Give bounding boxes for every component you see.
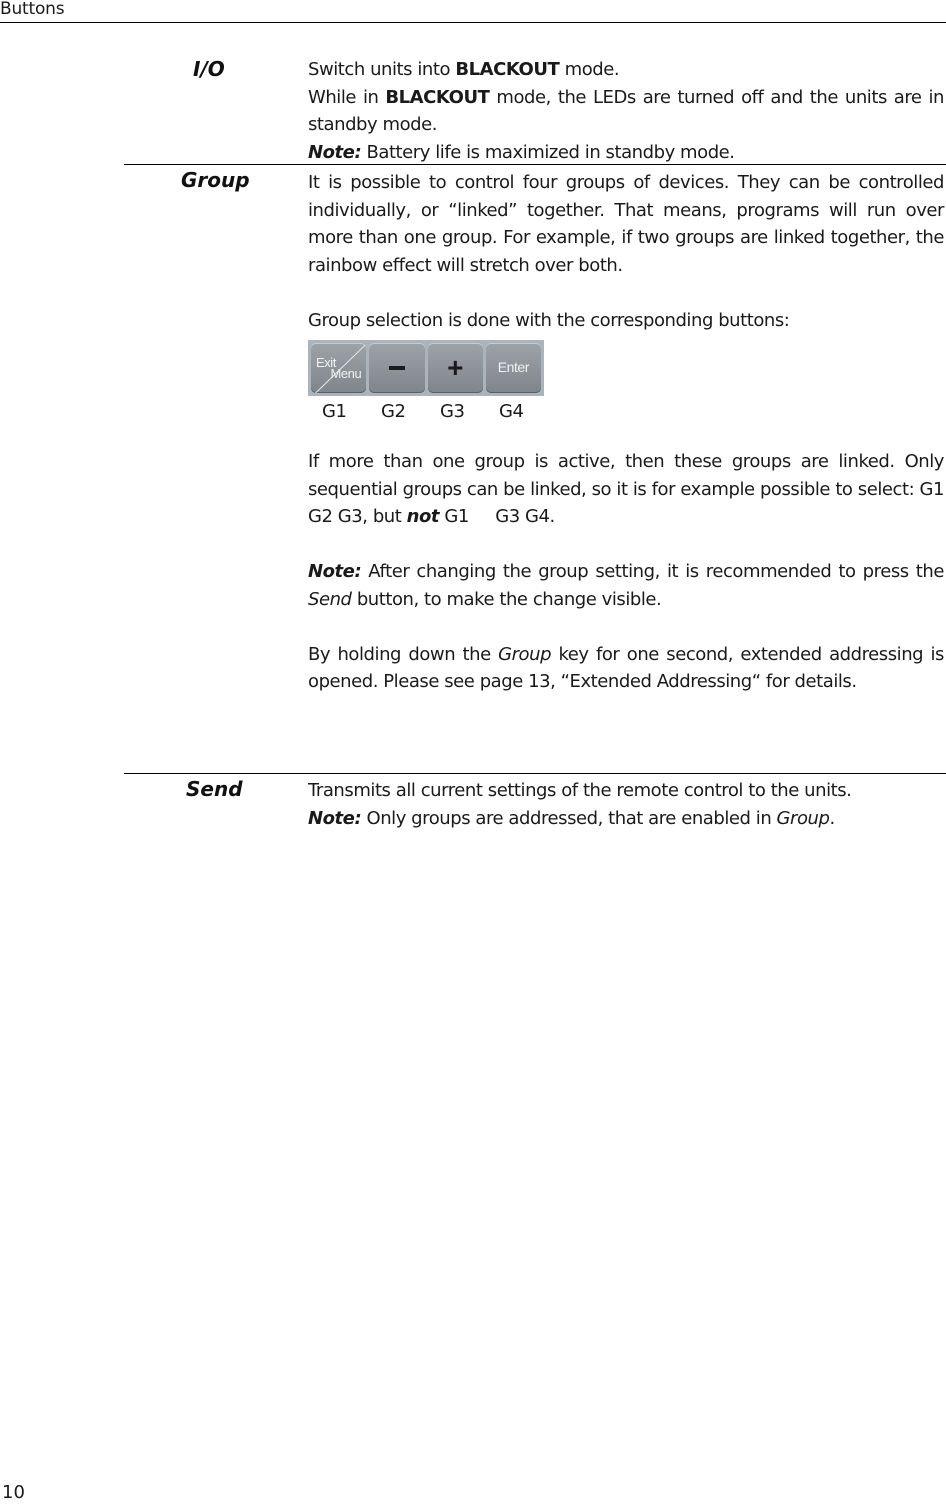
group-label-g1: G1 — [322, 401, 347, 422]
entry-group — [124, 166, 946, 772]
group-label-g3: G3 — [440, 401, 465, 422]
header-title: Buttons — [0, 0, 65, 19]
exit-menu-button: Exit Menu — [311, 343, 366, 393]
minus-button — [369, 343, 424, 393]
separator-group-send — [124, 773, 946, 774]
separator-io-group — [124, 164, 946, 165]
term-send: Send — [186, 777, 243, 801]
group-labels — [308, 396, 944, 426]
term-group: Group — [181, 168, 250, 192]
group-para4: By holding down the Group key for one second, extended addressing is opened. Please see page 13, “Extended Addressing“ for details. — [308, 643, 944, 692]
note-label: Note: — [308, 141, 362, 163]
enter-button: Enter — [486, 343, 541, 393]
group-para2: Group selection is done with the corresponding buttons: — [308, 309, 790, 331]
minus-icon — [389, 366, 405, 370]
group-para1: It is possible to control four groups of devices. They can be controlled individually, or “linked” together. That means, programs will run over more than one group. For example, if two groups are linked together, the rainbow effect will stretch over both. — [308, 172, 944, 276]
plus-button — [428, 343, 483, 393]
io-line2: While in BLACKOUT mode, the LEDs are turned off and the units are in standby mode. — [308, 86, 944, 135]
send-note: Note: Only groups are addressed, that are enabled in Group. — [308, 807, 835, 829]
io-note: Note: Battery life is maximized in standby mode. — [308, 141, 735, 163]
group-button-strip — [308, 340, 544, 396]
desc-io — [308, 56, 944, 166]
term-io: I/O — [193, 57, 225, 81]
plus-icon: + — [447, 352, 464, 383]
desc-send — [308, 777, 944, 832]
group-note: Note: After changing the group setting, it is recommended to press the Send button, to make the change visible. — [308, 561, 944, 610]
note-label: Note: — [308, 807, 362, 829]
entry-send — [124, 775, 946, 865]
group-para3: If more than one group is active, then these groups are linked. Only sequential groups can be linked, so it is for example possible to select: G1 G2 G3, but not G1 G3 G4. — [308, 451, 944, 527]
entry-io — [124, 54, 946, 162]
group-label-g4: G4 — [499, 401, 524, 422]
io-line1: Switch units into BLACKOUT mode. — [308, 59, 620, 80]
desc-group — [308, 169, 944, 696]
page-number: 10 — [2, 1482, 25, 1503]
note-label: Note: — [308, 561, 362, 582]
running-header — [0, 0, 946, 23]
send-text: Transmits all current settings of the remote control to the units. — [308, 780, 852, 801]
group-label-g2: G2 — [381, 401, 406, 422]
